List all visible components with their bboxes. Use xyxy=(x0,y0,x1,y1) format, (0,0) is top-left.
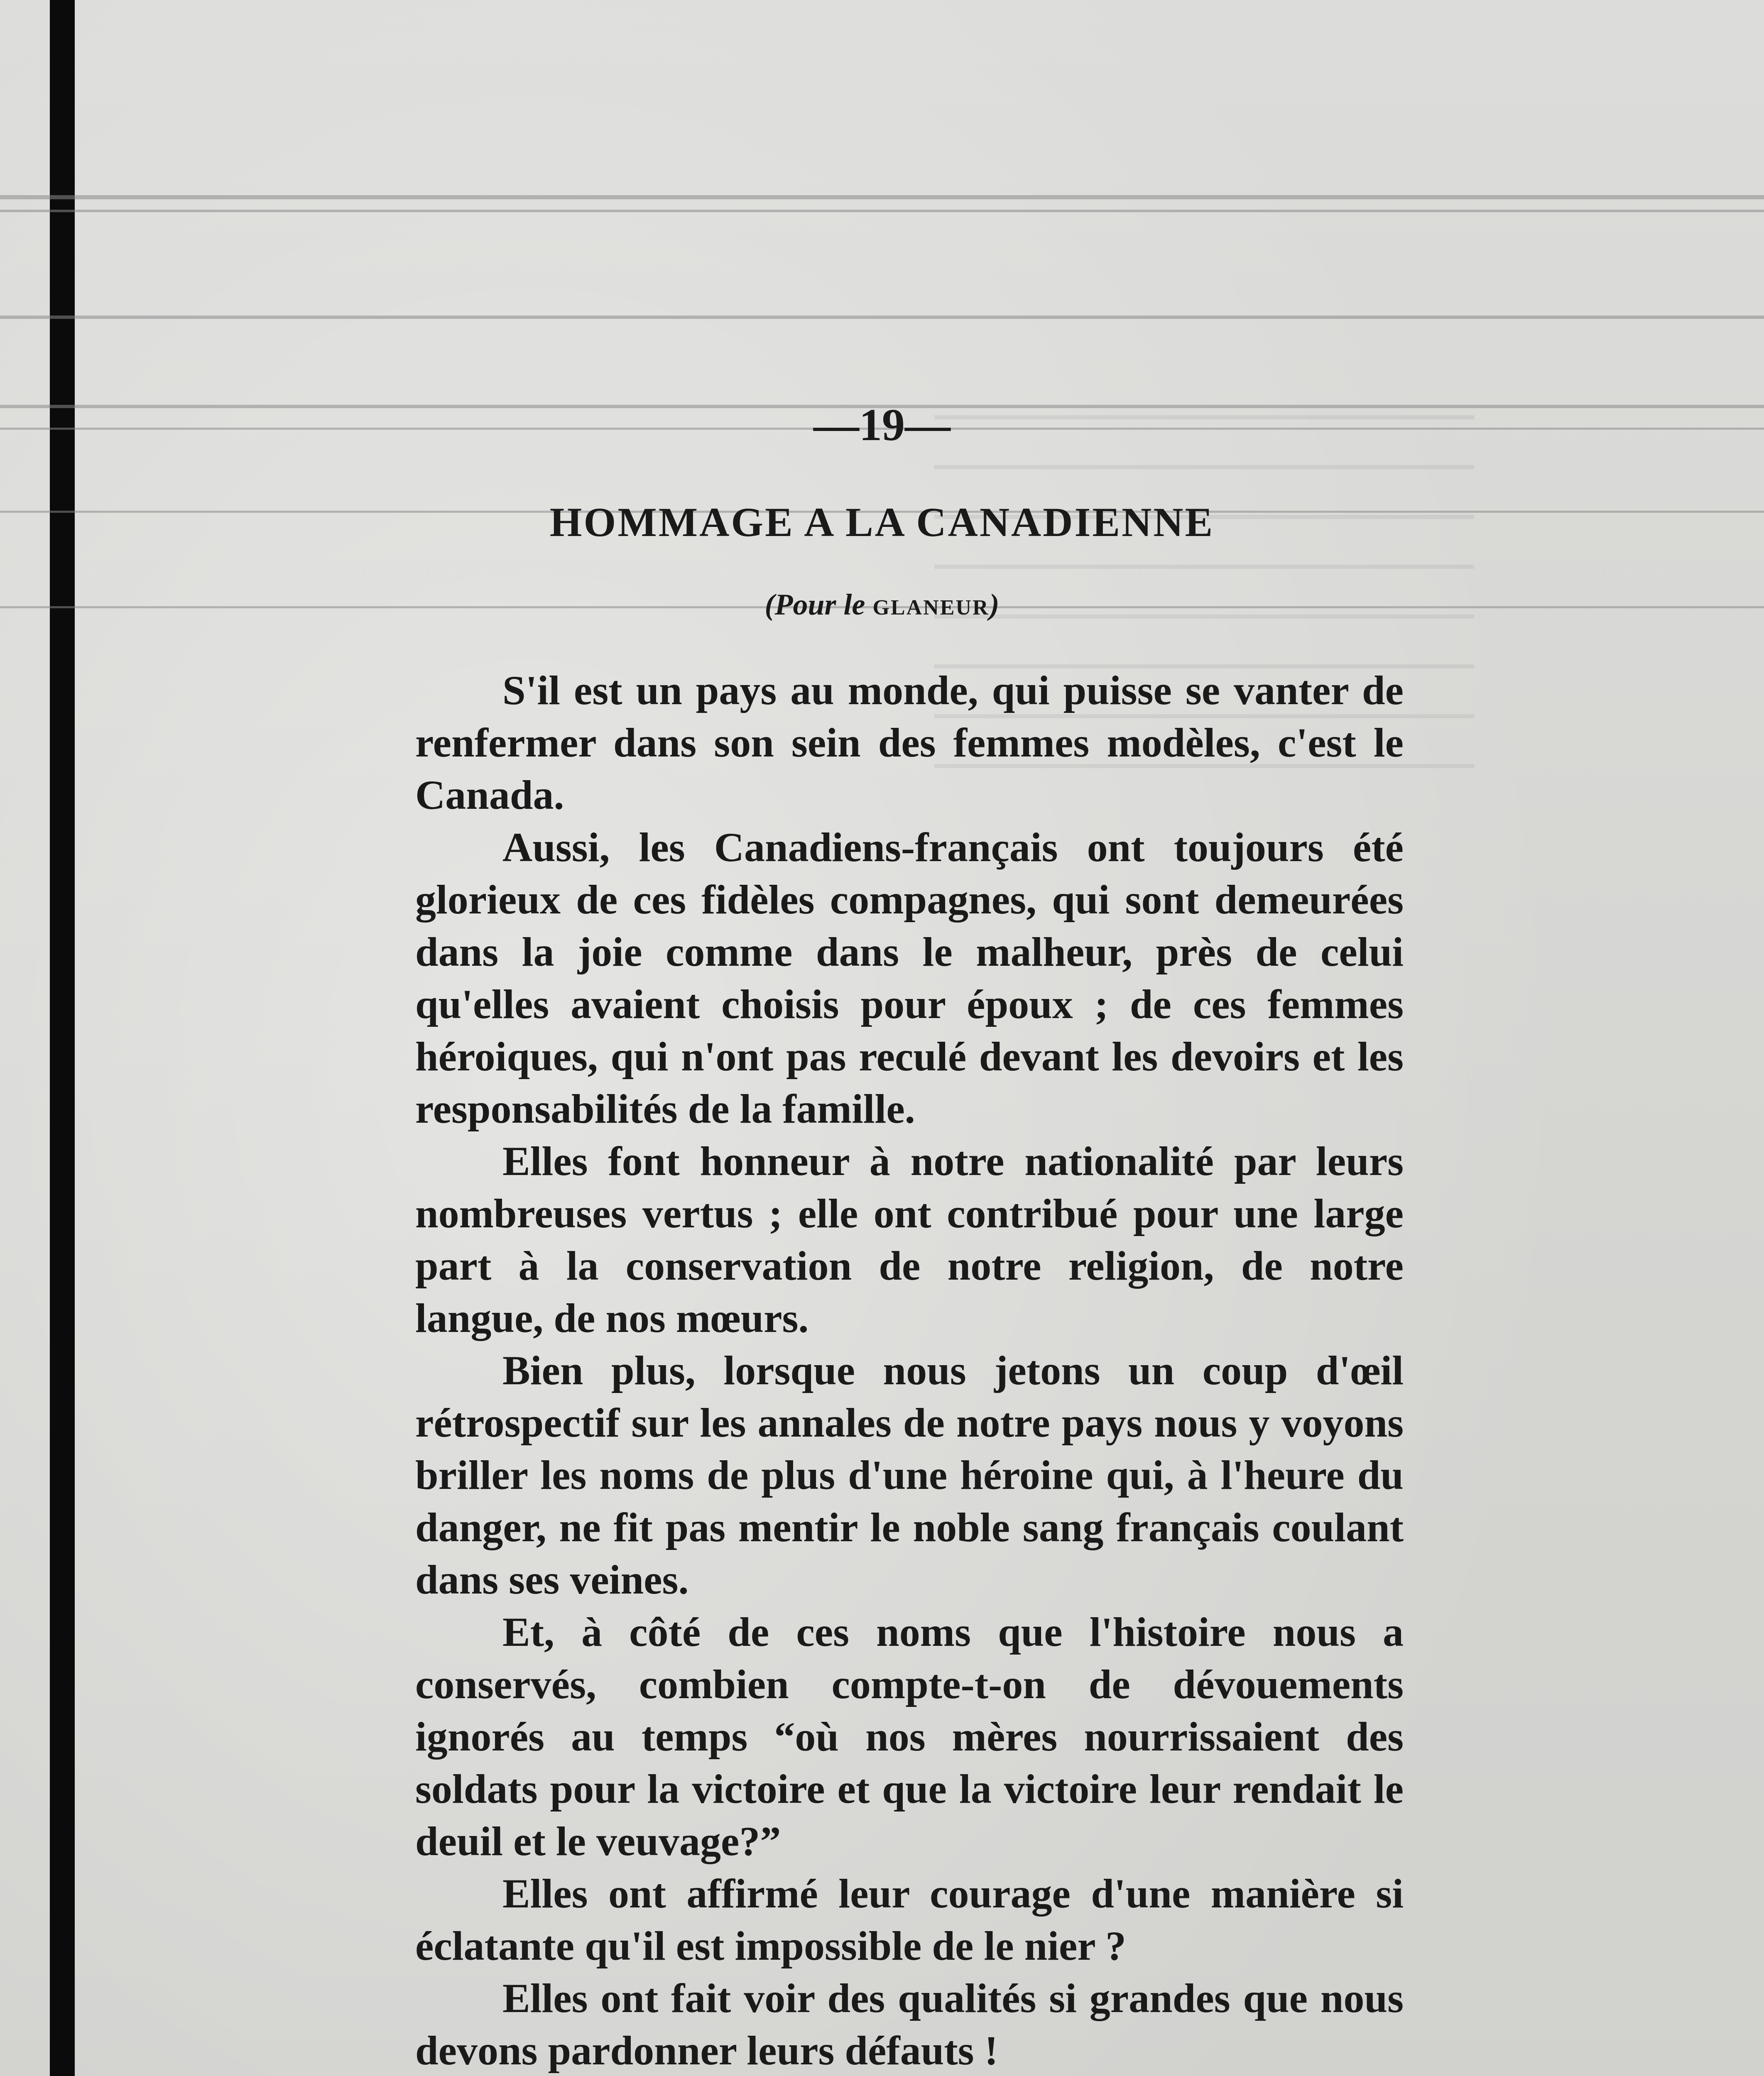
paragraph: Elles ont affirmé leur courage d'une manière si éclatante qu'il est impossible de le nier ? xyxy=(415,1870,1404,1969)
ruled-line xyxy=(0,316,1764,319)
subtitle-prefix: (Pour le xyxy=(764,588,873,621)
paragraph: Aussi, les Canadiens-français ont toujours été glorieux de ces fidèles compagnes, qui sont demeurées dans la joie comme dans le malheur, près de celui qu'elles avaient choisis pour époux ; de ces femmes héroiques, qui n'ont pas reculé devant les devoirs et les responsabilités de la famille. xyxy=(415,824,1404,1132)
paragraph: Bien plus, lorsque nous jetons un coup d'œil rétrospectif sur les annales de notre pays nous y voyons briller les noms de plus d'une héroine qui, à l'heure du danger, ne fit pas mentir le noble sang français coulant dans ses veines. xyxy=(415,1347,1404,1603)
article-title: HOMMAGE A LA CANADIENNE xyxy=(549,499,1215,545)
ruled-line xyxy=(0,210,1764,212)
page-number: —19— xyxy=(813,399,951,450)
article-body xyxy=(415,664,1404,2076)
binding-edge xyxy=(50,0,75,2076)
paragraph: Et, à côté de ces noms que l'histoire nous a conservés, combien compte-t-on de dévouements ignorés au temps “où nos mères nourrissaient des soldats pour la victoire et que la victoire leur rendait le deuil et le veuvage?” xyxy=(415,1609,1404,1864)
paragraph: Elles ont fait voir des qualités si grandes que nous devons pardonner leurs défauts ! xyxy=(415,1975,1404,2074)
subtitle-publication: GLANEUR xyxy=(872,596,990,619)
paragraph: Elles font honneur à notre nationalité par leurs nombreuses vertus ; elle ont contribué pour une large part à la conservation de notre religion, de notre langue, de nos mœurs. xyxy=(415,1138,1404,1341)
subtitle-suffix: ) xyxy=(989,588,1000,621)
paragraph: S'il est un pays au monde, qui puisse se vanter de renfermer dans son sein des femmes modèles, c'est le Canada. xyxy=(415,667,1404,818)
article-subtitle xyxy=(0,588,1764,622)
ruled-line xyxy=(0,195,1764,199)
